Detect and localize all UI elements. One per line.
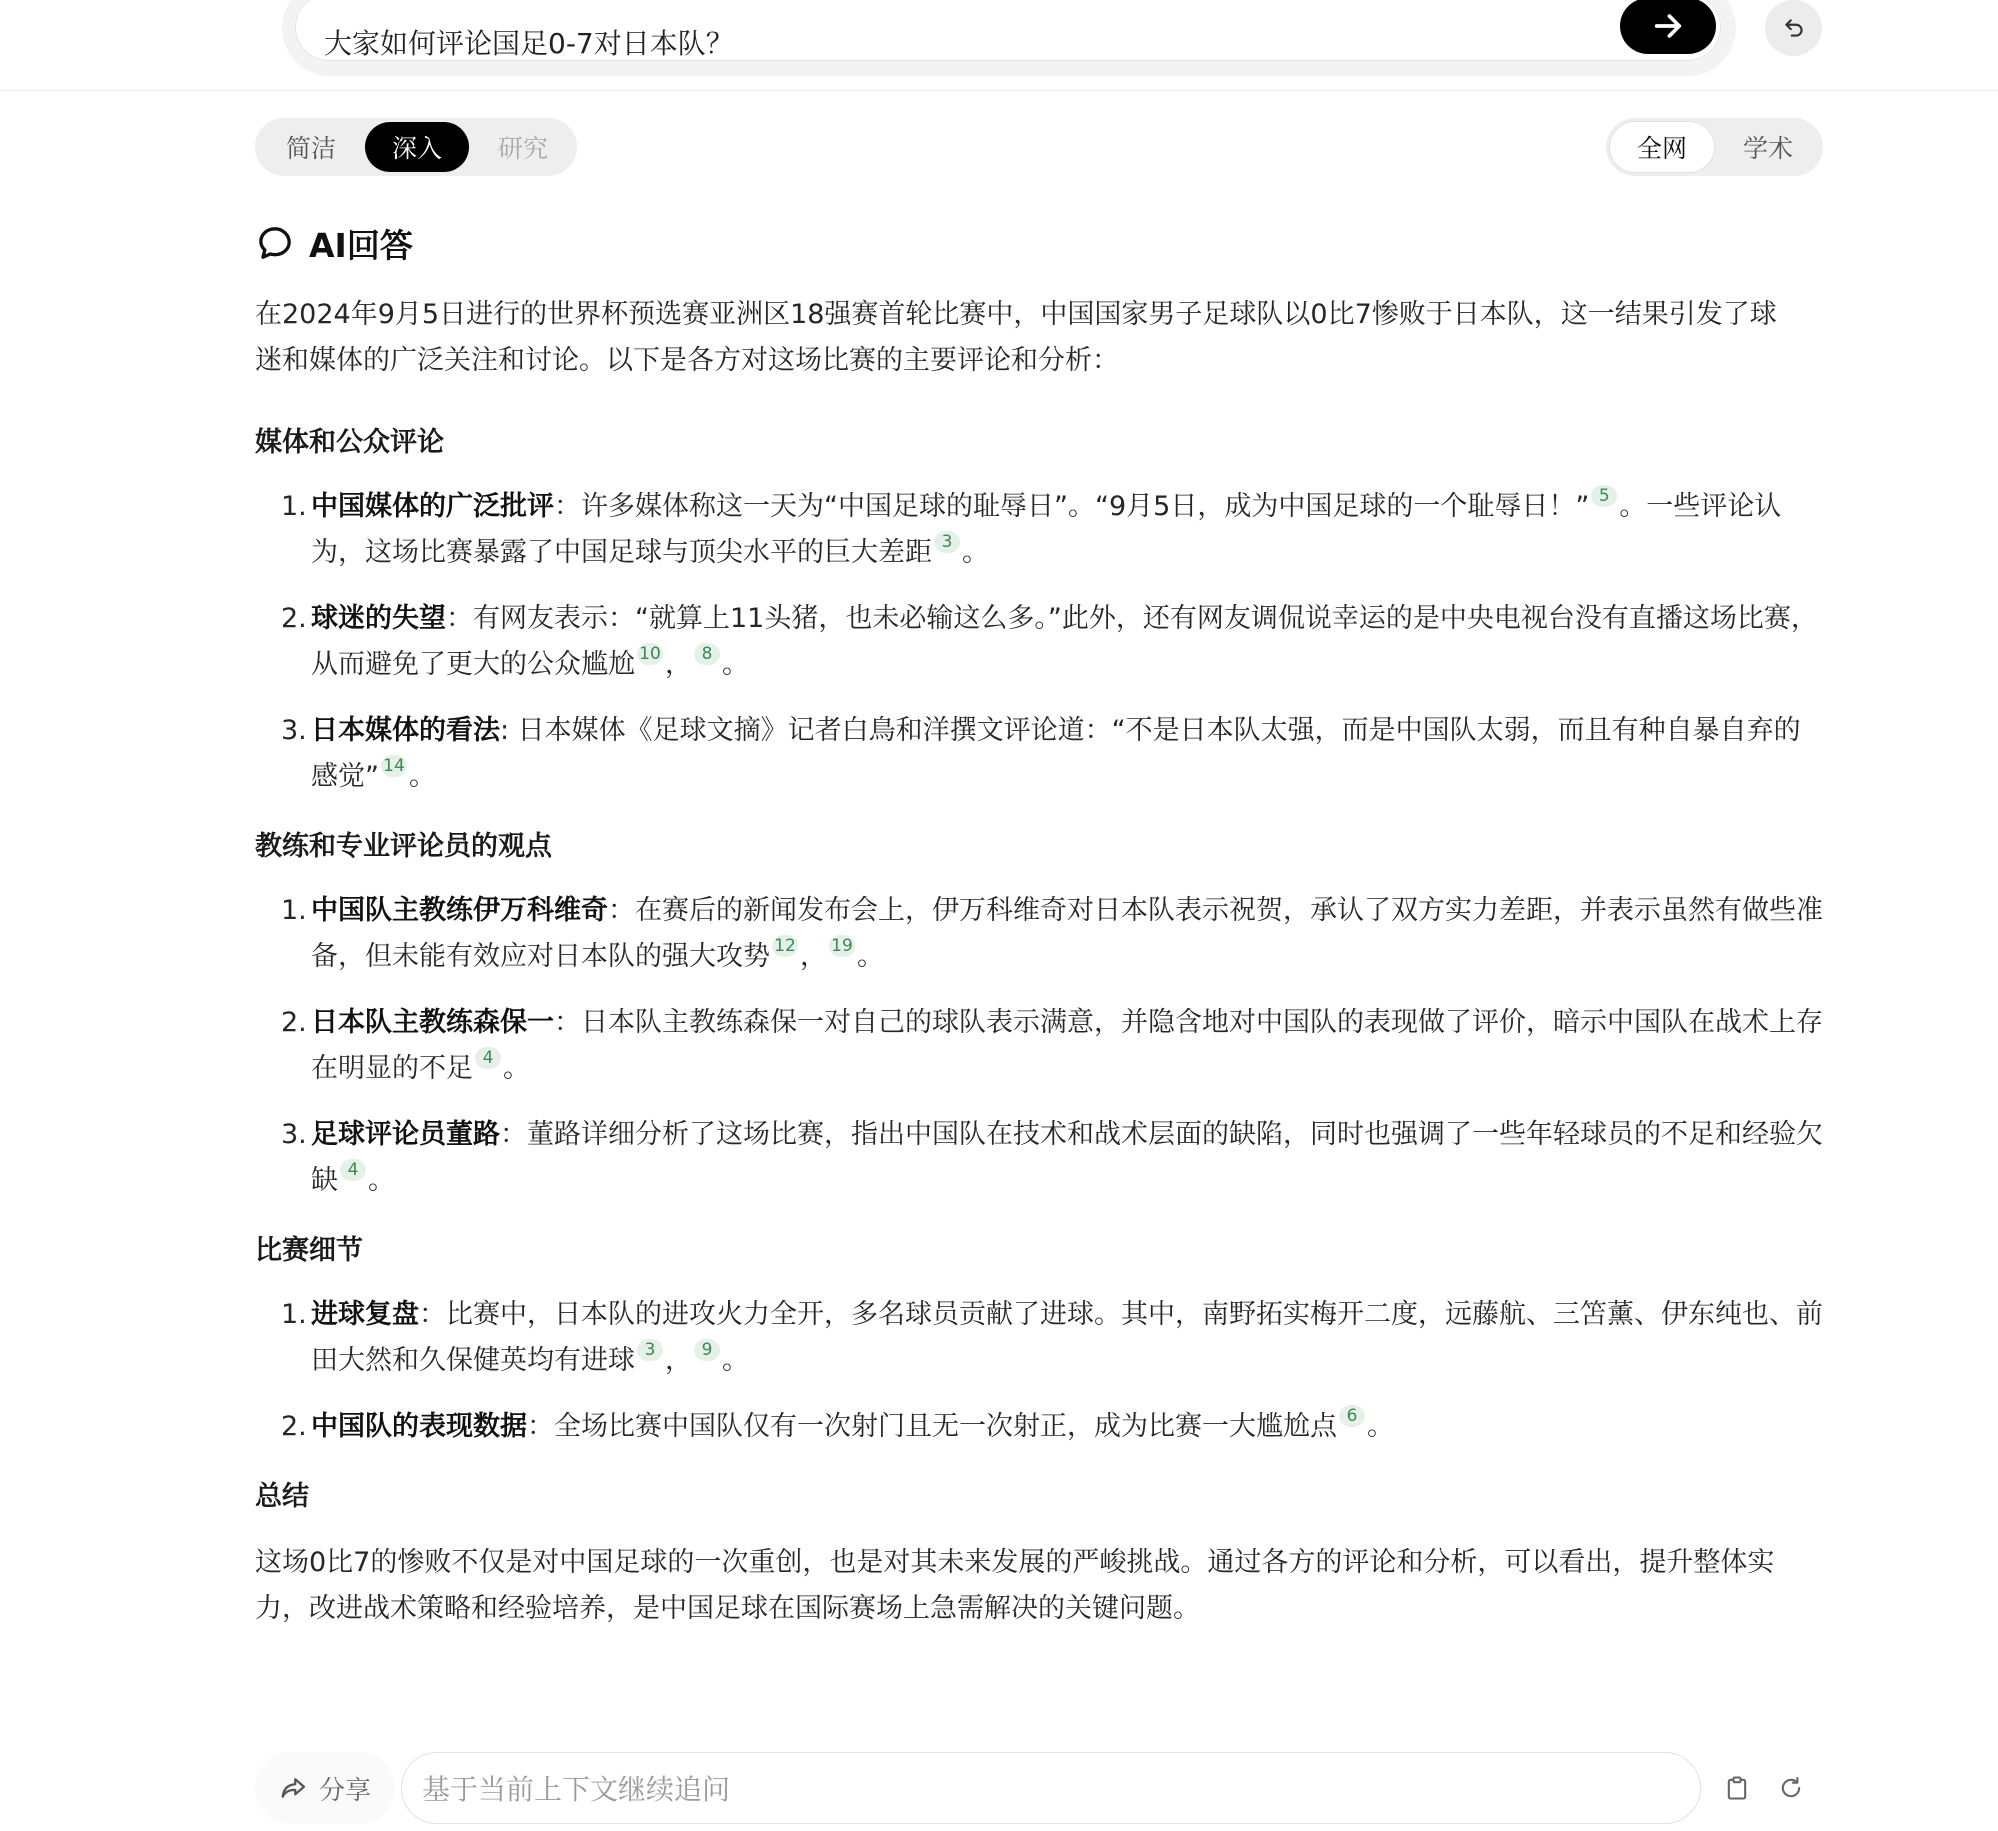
item-number: 2. xyxy=(281,1411,307,1442)
list-item xyxy=(255,1292,1823,1384)
citation-badge[interactable]: 8 xyxy=(694,643,720,665)
item-text: ：日本队主教练森保一对自己的球队表示满意，并隐含地对中国队的表现做了评价，暗示中国队在战术上存在明显的不足 xyxy=(311,1007,1823,1084)
citation-badge[interactable]: 6 xyxy=(1339,1405,1365,1427)
citation-badge[interactable]: 3 xyxy=(637,1339,663,1361)
item-text: 。 xyxy=(1367,1411,1394,1442)
list-item xyxy=(255,1404,1823,1450)
list-item xyxy=(255,888,1823,980)
item-text: 。一些评论认为，这场比赛暴露了中国足球与顶尖水平的巨大差距 xyxy=(311,491,1782,568)
section-list xyxy=(255,888,1823,1204)
search-bar-container xyxy=(282,0,1736,76)
section-heading: 媒体和公众评论 xyxy=(255,427,444,458)
item-title: 日本媒体的看法 xyxy=(311,715,500,746)
chat-bubble-icon xyxy=(255,223,295,263)
followup-placeholder: 基于当前上下文继续追问 xyxy=(422,1773,731,1806)
item-text: 。 xyxy=(857,941,884,972)
answer-content xyxy=(255,292,1823,1632)
item-number: 2. xyxy=(281,1007,307,1038)
undo-icon xyxy=(1781,15,1807,41)
item-text: ：在赛后的新闻发布会上，伊万科维奇对日本队表示祝贺，承认了双方实力差距，并表示虽然有做些准备，但未能有效应对日本队的强大攻势 xyxy=(311,895,1823,972)
item-text: 。 xyxy=(962,537,989,568)
citation-badge[interactable]: 9 xyxy=(694,1339,720,1361)
citation-badge[interactable]: 3 xyxy=(934,531,960,553)
list-item xyxy=(255,596,1823,688)
item-text: 。 xyxy=(722,1345,749,1376)
item-text: ， xyxy=(800,941,827,972)
summary-paragraph: 这场0比7的惨败不仅是对中国足球的一次重创，也是对其未来发展的严峻挑战。通过各方的评论和分析，可以看出，提升整体实力，改进战术策略和经验培养，是中国足球在国际赛场上急需解决的关键问题。 xyxy=(255,1547,1775,1624)
item-text: ：有网友表示：“就算上11头猪，也未必输这么多。”此外，还有网友调侃说幸运的是中央电视台没有直播这场比赛，从而避免了更大的公众尴尬 xyxy=(311,603,1818,680)
section-heading: 总结 xyxy=(255,1481,309,1512)
mode-research[interactable]: 研究 xyxy=(497,134,548,163)
item-text: ， xyxy=(665,649,692,680)
followup-input[interactable] xyxy=(401,1752,1701,1824)
clipboard-icon xyxy=(1723,1774,1751,1802)
item-text: : 日本媒体《足球文摘》记者白鳥和洋撰文评论道：“不是日本队太强，而是中国队太弱，而且有种自暴自弃的感觉” xyxy=(311,715,1801,792)
refresh-button[interactable] xyxy=(1763,1760,1819,1816)
scope-web[interactable]: 全网 xyxy=(1610,122,1714,172)
share-button[interactable] xyxy=(255,1752,395,1824)
item-text: ：全场比赛中国队仅有一次射门且无一次射正，成为比赛一大尴尬点 xyxy=(527,1411,1337,1442)
mode-deep[interactable]: 深入 xyxy=(365,122,469,172)
list-item xyxy=(255,708,1823,800)
item-number: 2. xyxy=(281,603,307,634)
citation-badge[interactable]: 4 xyxy=(340,1159,366,1181)
item-text: 。 xyxy=(409,761,436,792)
item-number: 3. xyxy=(281,715,307,746)
send-button[interactable] xyxy=(1620,0,1716,54)
share-icon xyxy=(279,1773,309,1803)
item-number: 1. xyxy=(281,491,307,522)
citation-badge[interactable]: 19 xyxy=(829,935,855,957)
search-box[interactable] xyxy=(296,0,1720,60)
scope-academic[interactable]: 学术 xyxy=(1742,134,1793,163)
item-title: 中国队的表现数据 xyxy=(311,1411,527,1442)
item-text: ：比赛中，日本队的进攻火力全开，多名球员贡献了进球。其中，南野拓实梅开二度，远藤航、三笘薰、伊东纯也、前田大然和久保健英均有进球 xyxy=(311,1299,1823,1376)
list-item xyxy=(255,1000,1823,1092)
list-item xyxy=(255,484,1823,576)
item-text: 。 xyxy=(503,1053,530,1084)
item-text: ， xyxy=(665,1345,692,1376)
list-item xyxy=(255,1112,1823,1204)
section-heading: 比赛细节 xyxy=(255,1235,363,1266)
citation-badge[interactable]: 10 xyxy=(637,643,663,665)
item-text: 。 xyxy=(368,1165,395,1196)
ai-answer-header xyxy=(255,218,413,268)
intro-text-1: 在2024年9月5日进行的世界杯预选赛亚洲区18强赛首轮比赛中，中国国家男子足球队以0比7惨败于日本队，这一结果引发了球 xyxy=(255,299,1777,330)
mode-concise[interactable]: 简洁 xyxy=(285,134,336,163)
answer-mode-switch xyxy=(255,118,577,176)
item-title: 日本队主教练森保一 xyxy=(311,1007,554,1038)
refresh-icon xyxy=(1777,1774,1805,1802)
search-scope-switch xyxy=(1606,118,1823,176)
item-text: ：许多媒体称这一天为“中国足球的耻辱日”。“9月5日，成为中国足球的一个耻辱日！” xyxy=(554,491,1590,522)
intro-text-2: 迷和媒体的广泛关注和讨论。以下是各方对这场比赛的主要评论和分析： xyxy=(255,345,1119,376)
item-title: 球迷的失望 xyxy=(311,603,446,634)
item-title: 进球复盘 xyxy=(311,1299,419,1330)
ai-answer-title: AI回答 xyxy=(309,225,413,265)
intro-paragraph xyxy=(255,292,1823,384)
section-list xyxy=(255,1292,1823,1450)
section-list xyxy=(255,484,1823,800)
arrow-right-icon xyxy=(1651,9,1685,43)
item-number: 1. xyxy=(281,895,307,926)
top-bar xyxy=(0,0,1998,91)
item-number: 1. xyxy=(281,1299,307,1330)
item-text: ：董路详细分析了这场比赛，指出中国队在技术和战术层面的缺陷，同时也强调了一些年轻球员的不足和经验欠缺 xyxy=(311,1119,1823,1196)
followup-bar xyxy=(255,1752,1823,1824)
search-query[interactable]: 大家如何评论国足0-7对日本队？ xyxy=(324,27,734,60)
item-text: 。 xyxy=(722,649,749,680)
item-title: 足球评论员董路 xyxy=(311,1119,500,1150)
item-number: 3. xyxy=(281,1119,307,1150)
item-title: 中国媒体的广泛批评 xyxy=(311,491,554,522)
citation-badge[interactable]: 14 xyxy=(381,755,407,777)
item-title: 中国队主教练伊万科维奇 xyxy=(311,895,608,926)
share-label: 分享 xyxy=(318,1775,371,1806)
citation-badge[interactable]: 4 xyxy=(475,1047,501,1069)
citation-badge[interactable]: 12 xyxy=(772,935,798,957)
citation-badge[interactable]: 5 xyxy=(1591,485,1617,507)
reset-button[interactable] xyxy=(1765,0,1822,56)
copy-button[interactable] xyxy=(1709,1760,1765,1816)
section-heading: 教练和专业评论员的观点 xyxy=(255,831,552,862)
